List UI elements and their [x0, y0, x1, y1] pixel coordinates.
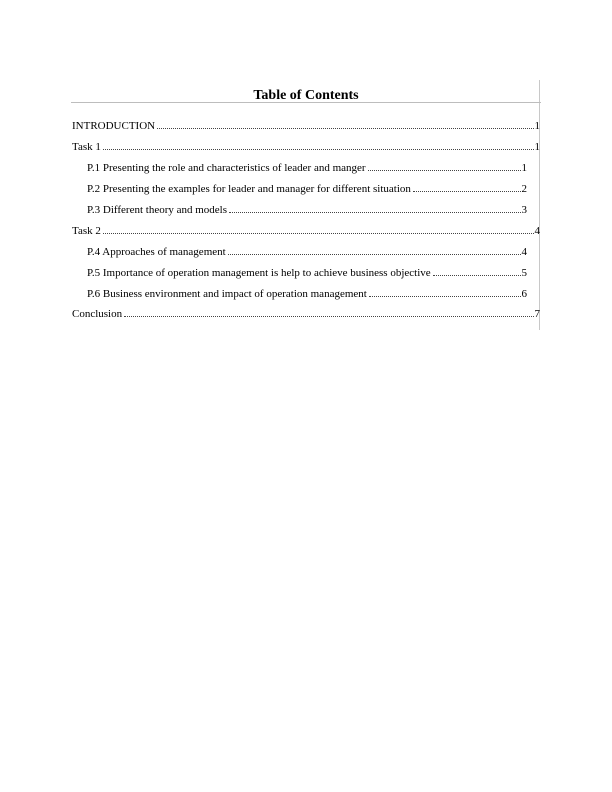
toc-entry-label: P.3 Different theory and models — [87, 204, 228, 216]
toc-entry-p4[interactable] — [87, 245, 527, 259]
toc-dot-leader — [228, 245, 521, 255]
toc-dot-leader — [369, 287, 521, 297]
toc-dot-leader — [103, 140, 534, 150]
toc-entry-p2[interactable] — [87, 182, 527, 196]
toc-entry-label: P.2 Presenting the examples for leader and manager for different situation — [87, 183, 411, 195]
toc-entry-p5[interactable] — [87, 266, 527, 280]
toc-entry-p1[interactable] — [87, 161, 527, 175]
toc-dot-leader — [103, 224, 534, 234]
toc-entry-introduction[interactable] — [72, 119, 540, 133]
toc-dot-leader — [124, 307, 533, 317]
toc-title: Table of Contents — [253, 88, 359, 103]
toc-entry-label: P.6 Business environment and impact of operation management — [87, 288, 367, 300]
toc-entry-p3[interactable] — [87, 203, 527, 217]
toc-entry-label: Task 2 — [72, 225, 101, 237]
toc-dot-leader — [157, 119, 533, 129]
toc-entry-page: 5 — [521, 267, 527, 279]
toc-entry-page: 1 — [534, 120, 540, 132]
toc-entry-page: 3 — [521, 204, 527, 216]
toc-entry-page: 2 — [521, 183, 527, 195]
toc-dot-leader — [368, 161, 521, 171]
toc-entry-p6[interactable] — [87, 287, 527, 301]
toc-entry-label: P.5 Importance of operation management is help to achieve business objective — [87, 267, 431, 279]
toc-entry-label: P.1 Presenting the role and characteristics of leader and manger — [87, 162, 366, 174]
toc-entry-label: Task 1 — [72, 141, 101, 153]
toc-entry-page: 4 — [534, 225, 540, 237]
toc-entry-label: Conclusion — [72, 308, 123, 320]
toc-entry-label: INTRODUCTION — [72, 120, 156, 132]
toc-entry-page: 6 — [521, 288, 527, 300]
toc-entry-page: 4 — [521, 246, 527, 258]
toc-entry-page: 1 — [521, 162, 527, 174]
toc-entry-conclusion[interactable] — [72, 307, 540, 321]
toc-entry-task-2[interactable] — [72, 224, 540, 238]
toc-dot-leader — [413, 182, 521, 192]
toc-entry-label: P.4 Approaches of management — [87, 246, 226, 258]
toc-entry-page: 7 — [534, 308, 540, 320]
toc-entry-page: 1 — [534, 141, 540, 153]
toc-dot-leader — [433, 266, 521, 276]
toc-entry-task-1[interactable] — [72, 140, 540, 154]
toc-dot-leader — [229, 203, 520, 213]
